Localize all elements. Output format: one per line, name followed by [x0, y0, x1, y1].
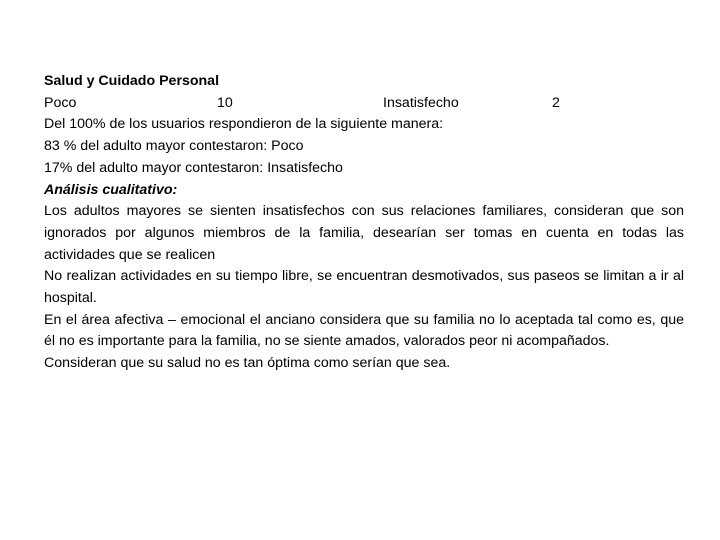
summary-item-insatisfecho: 17% del adulto mayor contestaron: Insatisfecho [44, 159, 343, 176]
response-count-poco: 10 [217, 94, 233, 111]
analysis-paragraph-2: No realizan actividades en su tiempo libre, se encuentran desmotivados, sus paseos se limitan a ir al hospital. [44, 268, 684, 307]
response-count-insatisfecho: 2 [552, 94, 560, 111]
response-label-insatisfecho: Insatisfecho [383, 94, 459, 111]
analysis-paragraph-3: En el área afectiva – emocional el anciano considera que su familia no lo aceptada tal como es, que él no es importante para la familia, no se siente amados, valorados peor ni acompañados. [44, 311, 684, 350]
analysis-paragraph-1: Los adultos mayores se sienten insatisfechos con sus relaciones familiares, consideran que son ignorados por algunos miembros de la familia, desearían ser tomas en cuenta en todas las actividades que se realicen [44, 203, 684, 263]
section-heading: Salud y Cuidado Personal [44, 73, 220, 89]
response-row [44, 93, 684, 115]
summary-intro: Del 100% de los usuarios respondieron de la siguiente manera: [44, 116, 444, 133]
analysis-paragraph-4: Consideran que su salud no es tan óptima como serían que sea. [44, 355, 451, 372]
analysis-title: Análisis cualitativo: [44, 181, 178, 198]
summary-item-poco: 83 % del adulto mayor contestaron: Poco [44, 138, 304, 155]
response-label-poco: Poco [44, 94, 77, 111]
document-body [44, 71, 684, 375]
